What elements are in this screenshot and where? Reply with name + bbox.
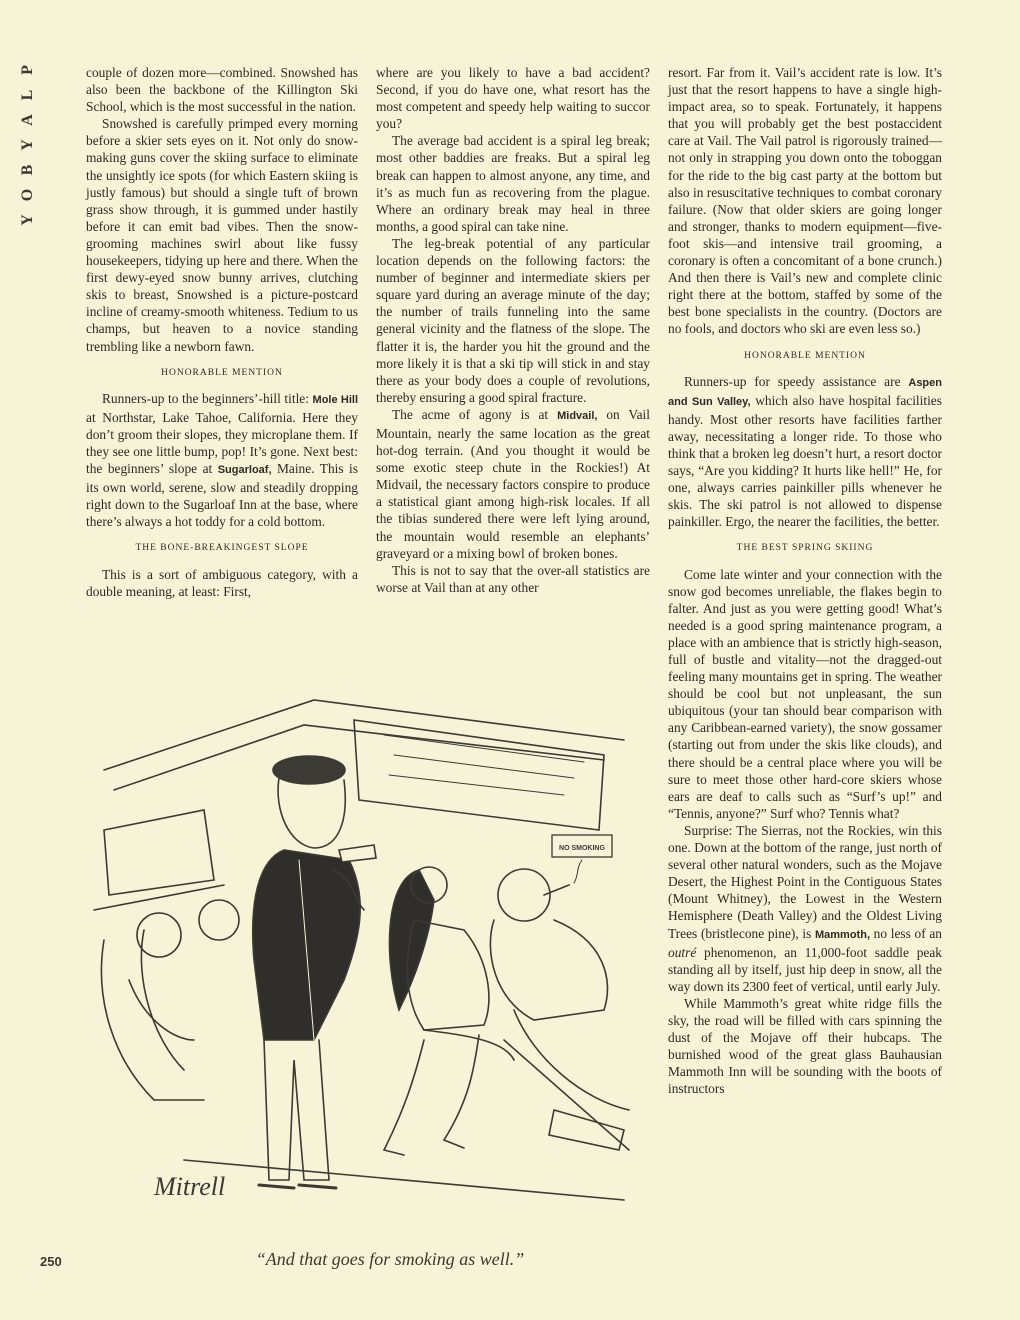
text-run: Runners-up for speedy assistance are <box>684 373 909 389</box>
paragraph: This is a sort of ambiguous category, with a double meaning, at least: First, <box>86 566 358 599</box>
text-run: no less of an <box>870 925 942 941</box>
section-heading: THE BONE-BREAKINGEST SLOPE <box>135 543 309 554</box>
place-name: Aspen <box>908 376 942 389</box>
masthead-letter: L <box>19 87 36 101</box>
page-number: 250 <box>40 1254 62 1269</box>
text-run: on Vail Mountain, nearly the same location as the great hot-dog terrain. (And you thought it would be some exotic steep chute in the Rockies!) At Midvail, the necessary factors conspire to produce a statistical giant among high-risk locales. If all the tibias sundered there were left lying around, the mountain would resemble an elephants’ graveyard or a mixing bowl of broken bones. <box>376 406 651 561</box>
masthead-letter: P <box>19 63 36 75</box>
masthead-letter: B <box>19 162 36 176</box>
italic-word: outré <box>668 944 697 960</box>
masthead-letter: Y <box>19 212 36 226</box>
text-run: which also have hospital facilities handy. Most other resorts have facilities farther away, necessitating a longer ride. To those who think that a broken leg doesn’t hurt, a resort doctor says, “Are you kidding? It hurts like hell!” He, for one, always carries painkiller pills whenever he skis. The ski patrol is not allowed to dispense painkiller. Ergo, the nearer the facilities, the better. <box>668 392 942 530</box>
artist-signature: Mitrell <box>154 1172 226 1201</box>
paragraph <box>86 390 358 531</box>
paragraph: resort. Far from it. Vail’s accident rate is low. It’s just that the resort happens to have a single high-impact area, so to speak. Fortunately, it happens that you will probably get the best postaccident care at Vail. The Vail patrol is rigorously trained—not only in strapping you down onto the toboggan for the ride to the big cast party at the bottom but also in resuscitative techniques to combat coronary failure. (Now that older skiers are going longer and stronger, thanks to modern equipment—five-foot skis—and intensive trail grooming, a coronary is often a concomitant of a bone crunch.) And then there is Vail’s new and complete clinic right there at the bottom, staffed by some of the best bone specialists in the country. (Doctors are no fools, and doctors who ski are even less so.) <box>668 65 942 337</box>
paragraph <box>376 406 650 562</box>
masthead-letter: Y <box>19 137 36 151</box>
section-heading: THE BEST SPRING SKIING <box>736 543 874 554</box>
text-run: phenomenon, an 11,000-foot saddle peak standing all by itself, just hip deep in snow, all the way down its 2300 feet of vertical, until early July. <box>668 944 942 994</box>
paragraph: The average bad accident is a spiral leg break; most other baddies are freaks. But a spiral leg break can happen to almost anyone, any time, and it’s as much fun as recovering from the plague. Where an ordinary break may heal in three months, a good spiral can take nine. <box>376 133 650 234</box>
paragraph: The leg-break potential of any particular location depends on the following factors: the number of beginner and intermediate skiers per square yard during an average minute of the day; the number of trails funneling into the same general vicinity and the flatness of the slope. The flatter it is, the harder you hit the ground and the more likely it is that a ski tip will stick in and stay there as your body does a couple of revolutions, thereby ensuring a good spiral fracture. <box>376 235 650 405</box>
text-run: Surprise: The Sierras, not the Rockies, win this one. Down at the bottom of the range, just north of several other natural wonders, such as the Mojave Desert, the Highest Point in the Contiguous States (Mount Whitney), the Lowest in the Western Hemisphere (Death Valley) and the Oldest Living Trees (bristlecone pine), is <box>668 822 942 941</box>
paragraph: where are you likely to have a bad accident? Second, if you do have one, what resort has the most competent and speedy help waiting to succor you? <box>376 65 650 132</box>
cartoon-illustration <box>84 680 644 1225</box>
place-name: and <box>668 395 692 408</box>
paragraph: While Mammoth’s great white ridge fills the sky, the road will be filled with cars spinning the dust of the Mojave off their hubcaps. The burnished wood of the great glass Bauhausian Mammoth Inn will be sounding with the boots of instructors <box>668 995 942 1097</box>
place-name: Midvail, <box>557 409 598 422</box>
section-heading: HONORABLE MENTION <box>161 367 283 378</box>
article-column-1 <box>86 64 358 600</box>
section-heading: HONORABLE MENTION <box>744 350 866 361</box>
paragraph: Come late winter and your connection with the snow god becomes unreliable, the flakes begin to falter. And just as you were getting good! What’s needed is a good spring maintenance program, a place with an ambience that is strictly high-season, full of bustle and vitality—not the dragged-out feeling many mountains get in spring. The weather should be cool but not unpleasant, the sun ubiquitous (your tan should bear comparison with any Caribbean-earned variety), the snow gossamer (starting out from under the skis like clouds), and there should be a central place where you will be sure to meet those other hard-core skiers whose ears are deaf to calls such as “Surf’s up!” and “Tennis, anyone?” Surf who? Tennis what? <box>668 566 942 821</box>
place-name: Sugarloaf, <box>217 464 272 477</box>
place-name: Sun Valley, <box>691 395 751 408</box>
article-column-3 <box>668 64 942 1097</box>
sign-text: NO SMOKING <box>559 845 605 852</box>
masthead-letter: O <box>19 186 36 202</box>
cartoon-caption: “And that goes for smoking as well.” <box>255 1249 525 1269</box>
paragraph <box>668 822 942 995</box>
text-run: Maine. This is its own world, serene, slow and steadily dropping right down to the Sugarloaf Inn at the base, where there’s always a hot toddy for a cold bottom. <box>86 461 358 530</box>
place-name: Mole Hill <box>312 393 359 406</box>
article-column-2 <box>376 64 650 596</box>
paragraph: Snowshed is carefully primped every morning before a skier sets eyes on it. Not only do snow-making guns cover the skiing surface to eliminate the unsightly ice spots (for which Eastern skiing is justly famous) but should a single tuft of brown grass show through, it is gummed under hastily before it can emit bad vibes. Then the snow-grooming machines swirl about like fussy housekeepers, tidying up here and there. When the first dewy-eyed snow bunny arrives, clutching skis to breast, Snowshed is a picture-postcard incline of creamy-smooth whiteness. Tedium to us champs, but heaven to a novice standing trembling like a newborn fawn. <box>86 116 358 354</box>
no-smoking-sign <box>552 835 612 857</box>
masthead-letter: A <box>19 112 36 126</box>
place-name: Mammoth, <box>815 928 870 941</box>
text-run: The acme of agony is at <box>392 406 558 422</box>
paragraph: couple of dozen more—combined. Snowshed has also been the backbone of the Killington Ski School, which is the most successful in the nation. <box>86 65 358 115</box>
text-run: at Northstar, Lake Tahoe, California. Here they don’t groom their slopes, they microplane them. If they see one little bump, pop! It’s gone. Next best: the beginners’ slope at <box>86 409 358 477</box>
paragraph: This is not to say that the over-all statistics are worse at Vail than at any other <box>376 562 650 595</box>
text-run: Runners-up to the beginners’-hill title: <box>102 390 313 406</box>
paragraph <box>668 373 942 531</box>
